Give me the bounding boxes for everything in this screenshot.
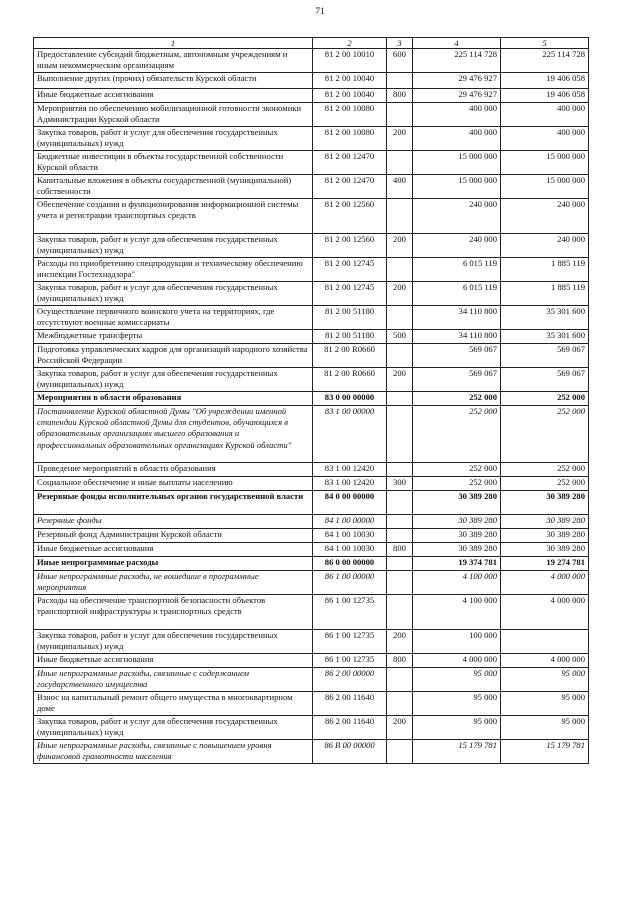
row-sum2: 15 000 000 xyxy=(501,151,589,175)
row-code: 83 1 00 12420 xyxy=(313,477,387,491)
column-number-row xyxy=(34,38,589,49)
row-code: 86 В 00 00000 xyxy=(313,740,387,764)
row-sum2: 30 389 280 xyxy=(501,515,589,529)
row-code: 81 2 00 51180 xyxy=(313,330,387,344)
row-sum1: 225 114 728 xyxy=(413,49,501,73)
table-row xyxy=(34,740,589,764)
row-code: 86 2 00 11640 xyxy=(313,716,387,740)
table-row xyxy=(34,392,589,406)
row-sum2: 4 000 000 xyxy=(501,654,589,668)
table-row xyxy=(34,595,589,630)
table-row xyxy=(34,151,589,175)
row-name: Иные бюджетные ассигнования xyxy=(34,89,313,103)
row-sum2: 240 000 xyxy=(501,199,589,234)
table-row xyxy=(34,654,589,668)
row-sum2: 225 114 728 xyxy=(501,49,589,73)
row-name: Подготовка управленческих кадров для организаций народного хозяйства Российской Федерации xyxy=(34,344,313,368)
row-sum1: 95 000 xyxy=(413,692,501,716)
column-number: 2 xyxy=(313,38,387,49)
row-name: Мероприятия по обеспечению мобилизационной готовности экономики Администрации Курской области xyxy=(34,103,313,127)
row-vr xyxy=(387,199,413,234)
row-code: 81 2 00 10010 xyxy=(313,49,387,73)
row-sum1: 4 100 000 xyxy=(413,595,501,630)
row-name: Взнос на капитальный ремонт общего имущества в многоквартирном доме xyxy=(34,692,313,716)
row-vr: 300 xyxy=(387,477,413,491)
row-sum1: 252 000 xyxy=(413,463,501,477)
row-code: 86 2 00 11640 xyxy=(313,692,387,716)
row-vr: 800 xyxy=(387,543,413,557)
row-code: 83 1 00 12420 xyxy=(313,463,387,477)
table-row xyxy=(34,234,589,258)
row-code: 84 1 00 00000 xyxy=(313,515,387,529)
budget-table xyxy=(33,37,589,764)
row-sum1: 6 015 119 xyxy=(413,282,501,306)
row-sum1: 29 476 927 xyxy=(413,73,501,89)
row-sum1: 240 000 xyxy=(413,234,501,258)
row-code: 81 2 00 10080 xyxy=(313,127,387,151)
row-name: Закупка товаров, работ и услуг для обеспечения государственных (муниципальных) нужд xyxy=(34,368,313,392)
row-sum1: 29 476 927 xyxy=(413,89,501,103)
row-vr xyxy=(387,668,413,692)
row-sum2: 252 000 xyxy=(501,406,589,463)
table-row xyxy=(34,175,589,199)
column-number: 1 xyxy=(34,38,313,49)
row-sum2: 400 000 xyxy=(501,103,589,127)
row-sum1: 30 389 280 xyxy=(413,529,501,543)
row-vr: 400 xyxy=(387,175,413,199)
row-name: Расходы по приобретению спецпродукции и техническому обеспечению инспекции Гостехнадзора" xyxy=(34,258,313,282)
row-vr: 600 xyxy=(387,49,413,73)
row-name: Бюджетные инвестиции в объекты государственной собственности Курской области xyxy=(34,151,313,175)
row-name: Предоставление субсидий бюджетным, автономным учреждениям и иным некоммерческим организациям xyxy=(34,49,313,73)
row-sum2: 19 406 058 xyxy=(501,73,589,89)
row-name: Иные непрограммные расходы, связанные с повышением уровня финансовой грамотности населения xyxy=(34,740,313,764)
row-vr: 200 xyxy=(387,282,413,306)
row-code: 81 2 00 10080 xyxy=(313,103,387,127)
row-sum2: 15 000 000 xyxy=(501,175,589,199)
row-code: 81 2 00 51180 xyxy=(313,306,387,330)
row-sum1: 6 015 119 xyxy=(413,258,501,282)
row-name: Закупка товаров, работ и услуг для обеспечения государственных (муниципальных) нужд xyxy=(34,234,313,258)
row-name: Межбюджетные трансферты xyxy=(34,330,313,344)
row-sum1: 19 374 781 xyxy=(413,557,501,571)
row-code: 81 2 00 12470 xyxy=(313,175,387,199)
table-row xyxy=(34,571,589,595)
table-row xyxy=(34,630,589,654)
row-vr xyxy=(387,306,413,330)
table-row xyxy=(34,282,589,306)
row-vr xyxy=(387,515,413,529)
table-row xyxy=(34,515,589,529)
row-name: Закупка товаров, работ и услуг для обеспечения государственных (муниципальных) нужд xyxy=(34,716,313,740)
row-vr xyxy=(387,73,413,89)
table-row xyxy=(34,89,589,103)
row-code: 81 2 00 12745 xyxy=(313,258,387,282)
row-vr xyxy=(387,595,413,630)
row-name: Резервный фонд Администрации Курской области xyxy=(34,529,313,543)
row-sum1: 400 000 xyxy=(413,127,501,151)
row-name: Иные непрограммные расходы, связанные с содержанием государственного имущества xyxy=(34,668,313,692)
row-name: Осуществление первичного воинского учета на территориях, где отсутствуют военные комиссариаты xyxy=(34,306,313,330)
row-code: 81 2 00 12470 xyxy=(313,151,387,175)
row-vr: 200 xyxy=(387,716,413,740)
row-vr xyxy=(387,392,413,406)
table-row xyxy=(34,477,589,491)
row-sum2: 252 000 xyxy=(501,392,589,406)
row-name: Расходы на обеспечение транспортной безопасности объектов транспортной инфраструктуры и транспортных средств xyxy=(34,595,313,630)
row-code: 84 1 00 10030 xyxy=(313,543,387,557)
table-row xyxy=(34,557,589,571)
row-vr xyxy=(387,463,413,477)
row-sum1: 95 000 xyxy=(413,668,501,692)
row-name: Резервные фонды исполнительных органов государственной власти xyxy=(34,491,313,515)
row-name: Закупка товаров, работ и услуг для обеспечения государственных (муниципальных) нужд xyxy=(34,127,313,151)
row-sum1: 240 000 xyxy=(413,199,501,234)
row-code: 84 0 00 00000 xyxy=(313,491,387,515)
row-sum2 xyxy=(501,630,589,654)
row-code: 81 2 00 R0660 xyxy=(313,344,387,368)
row-name: Закупка товаров, работ и услуг для обеспечения государственных (муниципальных) нужд xyxy=(34,630,313,654)
row-code: 86 1 00 12735 xyxy=(313,630,387,654)
row-code: 81 2 00 12745 xyxy=(313,282,387,306)
row-vr xyxy=(387,103,413,127)
row-sum2: 400 000 xyxy=(501,127,589,151)
row-name: Постановление Курской областной Думы "Об учреждении именной стипендии Курской областной Думы для студентов, обучающихся в образовательных организациях высшего образования и профессиональных образовательных организациях Курской области" xyxy=(34,406,313,463)
row-code: 86 0 00 00000 xyxy=(313,557,387,571)
row-vr: 500 xyxy=(387,330,413,344)
row-sum2: 252 000 xyxy=(501,463,589,477)
table-row xyxy=(34,49,589,73)
table-row xyxy=(34,330,589,344)
table-row xyxy=(34,127,589,151)
row-code: 84 1 00 10030 xyxy=(313,529,387,543)
row-name: Обеспечение создания и функционирования информационной системы учета и регистрации транспортных средств xyxy=(34,199,313,234)
table-row xyxy=(34,543,589,557)
row-sum2: 30 389 280 xyxy=(501,491,589,515)
row-sum1: 30 389 280 xyxy=(413,543,501,557)
row-name: Проведение мероприятий в области образования xyxy=(34,463,313,477)
row-sum1: 100 000 xyxy=(413,630,501,654)
row-sum2: 569 067 xyxy=(501,344,589,368)
row-sum1: 569 067 xyxy=(413,344,501,368)
row-vr xyxy=(387,406,413,463)
row-sum2: 30 389 280 xyxy=(501,529,589,543)
row-code: 81 2 00 R0660 xyxy=(313,368,387,392)
table-row xyxy=(34,716,589,740)
row-vr xyxy=(387,151,413,175)
row-sum1: 15 179 781 xyxy=(413,740,501,764)
table-row xyxy=(34,199,589,234)
row-vr: 800 xyxy=(387,89,413,103)
row-sum2: 19 274 781 xyxy=(501,557,589,571)
row-sum1: 30 389 280 xyxy=(413,491,501,515)
row-sum2: 4 000 000 xyxy=(501,571,589,595)
row-name: Выполнение других (прочих) обязательств Курской области xyxy=(34,73,313,89)
table-row xyxy=(34,463,589,477)
row-code: 81 2 00 10040 xyxy=(313,89,387,103)
row-sum1: 15 000 000 xyxy=(413,175,501,199)
table-row xyxy=(34,491,589,515)
row-sum2: 95 000 xyxy=(501,692,589,716)
row-sum2: 19 406 058 xyxy=(501,89,589,103)
row-sum2: 15 179 781 xyxy=(501,740,589,764)
row-code: 83 1 00 00000 xyxy=(313,406,387,463)
row-vr xyxy=(387,529,413,543)
table-row xyxy=(34,103,589,127)
column-number: 4 xyxy=(413,38,501,49)
row-name: Закупка товаров, работ и услуг для обеспечения государственных (муниципальных) нужд xyxy=(34,282,313,306)
row-sum1: 15 000 000 xyxy=(413,151,501,175)
row-code: 86 1 00 12735 xyxy=(313,595,387,630)
row-sum1: 34 110 800 xyxy=(413,306,501,330)
row-name: Капитальные вложения в объекты государственной (муниципальной) собственности xyxy=(34,175,313,199)
row-sum2: 252 000 xyxy=(501,477,589,491)
row-vr xyxy=(387,344,413,368)
table-row xyxy=(34,258,589,282)
row-vr xyxy=(387,491,413,515)
row-name: Иные бюджетные ассигнования xyxy=(34,543,313,557)
page-number: 71 xyxy=(315,7,325,17)
row-vr xyxy=(387,258,413,282)
row-sum2: 1 885 119 xyxy=(501,282,589,306)
row-sum1: 34 110 800 xyxy=(413,330,501,344)
table-row xyxy=(34,368,589,392)
row-code: 86 1 00 12735 xyxy=(313,654,387,668)
row-sum1: 400 000 xyxy=(413,103,501,127)
row-sum1: 4 000 000 xyxy=(413,654,501,668)
row-code: 81 2 00 12560 xyxy=(313,199,387,234)
row-vr xyxy=(387,571,413,595)
row-code: 86 1 00 00000 xyxy=(313,571,387,595)
row-name: Социальное обеспечение и иные выплаты населению xyxy=(34,477,313,491)
row-sum2: 4 000 000 xyxy=(501,595,589,630)
row-sum2: 240 000 xyxy=(501,234,589,258)
table-row xyxy=(34,344,589,368)
row-code: 83 0 00 00000 xyxy=(313,392,387,406)
row-sum2: 95 000 xyxy=(501,668,589,692)
row-name: Иные бюджетные ассигнования xyxy=(34,654,313,668)
table-row xyxy=(34,529,589,543)
row-sum2: 95 000 xyxy=(501,716,589,740)
column-number: 5 xyxy=(501,38,589,49)
row-sum1: 30 389 280 xyxy=(413,515,501,529)
table-row xyxy=(34,306,589,330)
row-sum1: 252 000 xyxy=(413,477,501,491)
table-row xyxy=(34,692,589,716)
row-name: Резервные фонды xyxy=(34,515,313,529)
row-sum1: 569 067 xyxy=(413,368,501,392)
row-vr: 200 xyxy=(387,630,413,654)
column-number: 3 xyxy=(387,38,413,49)
row-vr: 800 xyxy=(387,654,413,668)
row-name: Мероприятия в области образования xyxy=(34,392,313,406)
row-name: Иные непрограммные расходы xyxy=(34,557,313,571)
row-vr xyxy=(387,557,413,571)
table-row xyxy=(34,668,589,692)
row-sum1: 252 000 xyxy=(413,406,501,463)
row-vr xyxy=(387,740,413,764)
row-code: 86 2 00 00000 xyxy=(313,668,387,692)
row-vr xyxy=(387,692,413,716)
row-sum2: 1 885 119 xyxy=(501,258,589,282)
row-sum1: 252 000 xyxy=(413,392,501,406)
row-vr: 200 xyxy=(387,127,413,151)
row-sum1: 4 100 000 xyxy=(413,571,501,595)
row-sum2: 569 067 xyxy=(501,368,589,392)
row-sum1: 95 000 xyxy=(413,716,501,740)
row-vr: 200 xyxy=(387,368,413,392)
row-name: Иные непрограммные расходы, не вошедшие в программные мероприятия xyxy=(34,571,313,595)
row-code: 81 2 00 12560 xyxy=(313,234,387,258)
table-row xyxy=(34,406,589,463)
row-code: 81 2 00 10040 xyxy=(313,73,387,89)
row-sum2: 30 389 280 xyxy=(501,543,589,557)
table-row xyxy=(34,73,589,89)
row-sum2: 35 301 600 xyxy=(501,330,589,344)
row-vr: 200 xyxy=(387,234,413,258)
row-sum2: 35 301 600 xyxy=(501,306,589,330)
